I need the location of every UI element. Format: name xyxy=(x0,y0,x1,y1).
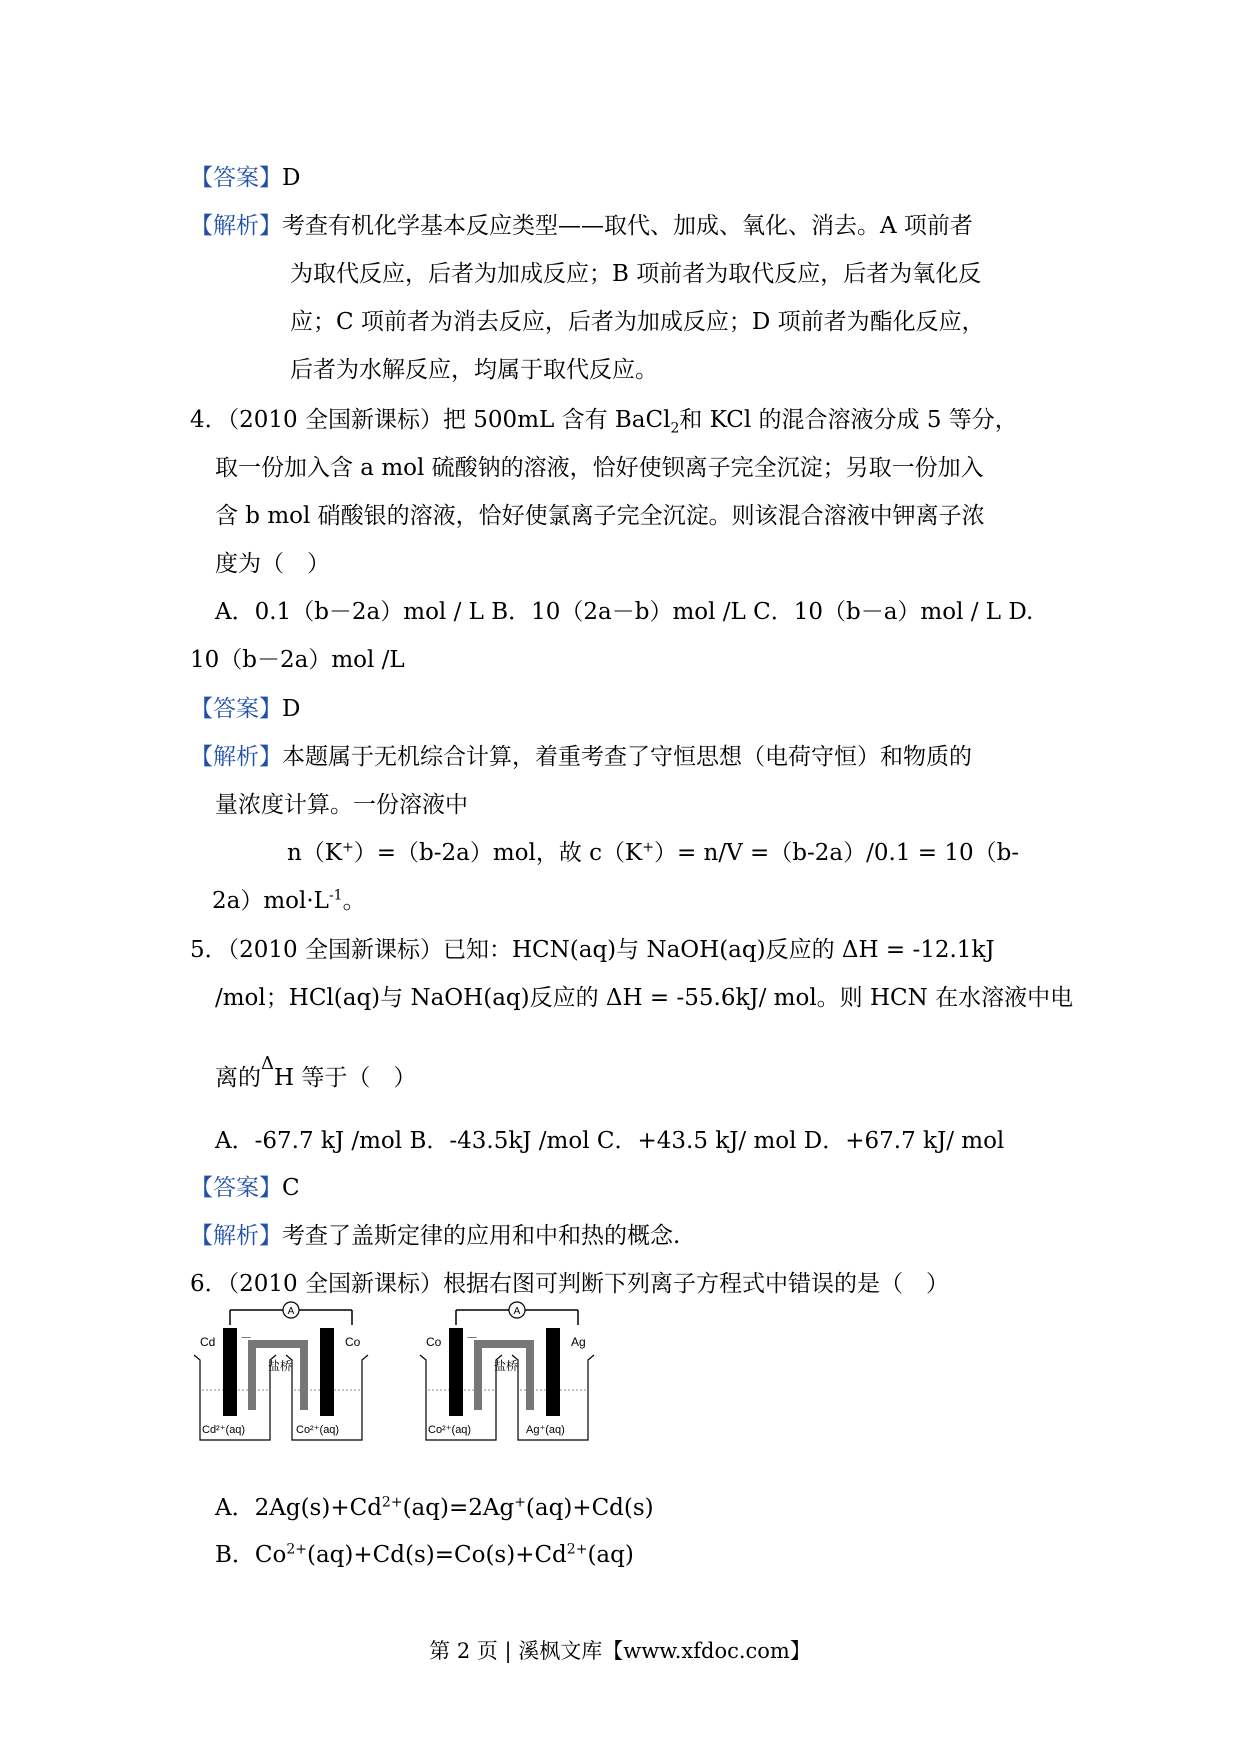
salt-bridge-label: 盐桥 xyxy=(268,1359,293,1373)
right-electrode xyxy=(546,1328,560,1416)
explanation-text: 考查了盖斯定律的应用和中和热的概念. xyxy=(282,1223,681,1249)
explanation-line: 应；C 项前者为消去反应，后者为加成反应；D 项前者为酯化反应， xyxy=(290,309,985,335)
answer-tag: 【答案】 xyxy=(190,1175,282,1201)
minus-sign: － xyxy=(240,1331,253,1345)
ammeter-label: A xyxy=(287,1306,295,1317)
ammeter-label: A xyxy=(513,1306,521,1317)
minus-sign: － xyxy=(466,1331,479,1345)
option-a: A．$2Ag(s)+Cd^{2+}(aq)=2Ag^+(aq)+Cd(s)$ xyxy=(215,1494,654,1521)
options-line: 10（b－2a）mol /L xyxy=(190,647,405,673)
explanation-text: 本题属于无机综合计算，着重考查了守恒思想（电荷守恒）和物质的 xyxy=(282,744,972,770)
salt-bridge xyxy=(252,1344,304,1410)
left-electrode xyxy=(223,1328,237,1416)
options-line: A．-67.7 kJ /mol B．-43.5kJ /mol C．+43.5 kJ/ mol D．+67.7 kJ/ mol xyxy=(215,1128,1005,1154)
question-line: 离的$^\Delta$H 等于（ ） xyxy=(215,1053,417,1091)
question-line: 6．（2010 全国新课标）根据右图可判断下列离子方程式中错误的是（ ） xyxy=(190,1271,949,1297)
galvanic-cell-1 xyxy=(194,1302,368,1440)
explanation-tag: 【解析】 xyxy=(190,1223,282,1249)
salt-bridge-label: 盐桥 xyxy=(494,1359,519,1373)
right-electrode xyxy=(320,1328,334,1416)
explanation-line xyxy=(190,1221,680,1251)
galvanic-cell-2 xyxy=(420,1302,594,1440)
page-footer: 第 2 页 | 溪枫文库【www.xfdoc.com】 xyxy=(429,1639,811,1663)
right-solution-label: Co²⁺(aq) xyxy=(296,1424,340,1436)
explanation-line: 量浓度计算。一份溶液中 xyxy=(215,792,468,818)
galvanic-cells-figure xyxy=(190,1300,620,1460)
formula-line: n（K+）=（b-2a）mol，故 c（K+）= n/V =（b-2a）/0.1 = 10（b- xyxy=(287,839,1020,866)
left-solution-label: Cd²⁺(aq) xyxy=(202,1424,246,1436)
delta-symbol: Δ xyxy=(261,1053,274,1074)
question-line: 5．（2010 全国新课标）已知：HCN(aq)与 NaOH(aq)反应的 ΔH = -12.1kJ xyxy=(190,937,995,963)
question-line: 取一份加入含 a mol 硫酸钠的溶液，恰好使钡离子完全沉淀；另取一份加入 xyxy=(215,455,984,481)
answer-line xyxy=(190,1173,300,1203)
question-line: /mol；HCl(aq)与 NaOH(aq)反应的 ΔH = -55.6kJ/ mol。则 HCN 在水溶液中电 xyxy=(215,985,1074,1011)
explanation-line xyxy=(190,742,972,772)
left-electrode-label: Cd xyxy=(200,1335,216,1349)
explanation-line xyxy=(190,211,973,241)
answer-value: D xyxy=(282,696,301,722)
explanation-tag: 【解析】 xyxy=(190,744,282,770)
answer-line xyxy=(190,163,300,193)
right-solution-label: Ag⁺(aq) xyxy=(526,1424,565,1436)
answer-line xyxy=(190,694,300,724)
left-electrode xyxy=(449,1328,463,1416)
answer-value: D xyxy=(282,165,301,191)
left-electrode-label: Co xyxy=(426,1335,442,1349)
salt-bridge xyxy=(478,1344,530,1410)
formula-line: $2a)mol\cdot L^{-1}$。 xyxy=(212,887,366,914)
explanation-line: 为取代反应，后者为加成反应；B 项前者为取代反应，后者为氧化反 xyxy=(290,261,982,287)
explanation-tag: 【解析】 xyxy=(190,213,282,239)
question-line: 含 b mol 硝酸银的溶液，恰好使氯离子完全沉淀。则该混合溶液中钾离子浓 xyxy=(215,503,985,529)
right-electrode-label: Ag xyxy=(571,1335,586,1349)
answer-tag: 【答案】 xyxy=(190,696,282,722)
options-line: A．0.1（b－2a）mol / L B．10（2a－b）mol /L C．10（b－a）mol / L D. xyxy=(215,599,1034,625)
answer-tag: 【答案】 xyxy=(190,165,282,191)
question-line: 度为（ ） xyxy=(215,551,330,577)
option-b: B．$Co^{2+}(aq)+Cd(s)=Co(s)+Cd^{2+}(aq)$ xyxy=(215,1541,634,1568)
question-line: 4．（2010 全国新课标）把 500mL 含有 BaCl$_2$和 KCl 的混合溶液分成 5 等分， xyxy=(190,407,1018,437)
explanation-line: 后者为水解反应，均属于取代反应。 xyxy=(290,357,658,383)
right-electrode-label: Co xyxy=(345,1335,361,1349)
left-solution-label: Co²⁺(aq) xyxy=(428,1424,472,1436)
answer-value: C xyxy=(282,1175,300,1201)
explanation-text: 考查有机化学基本反应类型——取代、加成、氧化、消去。A 项前者 xyxy=(282,213,973,239)
